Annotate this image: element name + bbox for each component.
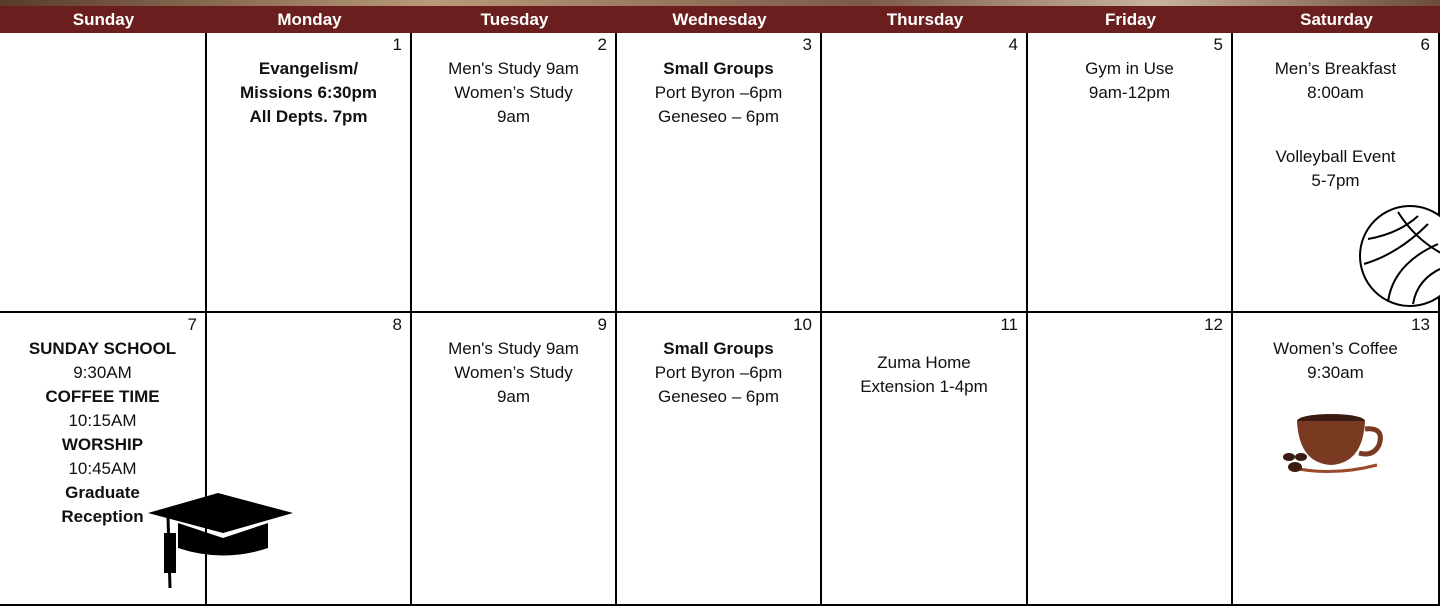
event-line: 9am-12pm [1088,83,1171,102]
day-cell-8[interactable] [207,313,412,606]
day-number: 11 [1000,315,1018,334]
event-title: Graduate [65,483,140,502]
event-line: 5-7pm [1311,171,1360,190]
day-number: 6 [1420,35,1430,54]
day-cell-2[interactable] [412,33,617,313]
day-cell-4[interactable] [822,33,1028,313]
day-header-sunday: Sunday [72,9,135,29]
event-line: Zuma Home [877,353,971,372]
day-cell-9[interactable] [412,313,617,606]
calendar-grid [0,6,1440,606]
event-title: WORSHIP [61,435,144,454]
event-title: COFFEE TIME [45,387,160,406]
day-number: 13 [1411,315,1430,334]
event-line: Women’s Study [454,83,573,102]
event-title: SUNDAY SCHOOL [28,339,177,358]
weekday-header [0,6,1440,33]
event-line: Volleyball Event [1275,147,1396,166]
event-line: All Depts. 7pm [249,107,368,126]
day-number: 4 [1008,35,1018,54]
day-cell-7[interactable] [0,313,207,606]
day-cell-13[interactable] [1233,313,1440,606]
volleyball-icon [1358,204,1440,308]
event-line: 9:30AM [73,363,132,382]
day-number: 5 [1213,35,1223,54]
day-cell-10[interactable] [617,313,822,606]
event-title: Small Groups [663,59,774,78]
day-number: 10 [793,315,812,334]
day-header-monday: Monday [277,9,342,29]
day-cell-11[interactable] [822,313,1028,606]
day-number: 7 [187,315,197,334]
event-title: Small Groups [663,339,774,358]
event-line: Women’s Coffee [1273,339,1398,358]
event-line: Men’s Breakfast [1274,59,1397,78]
event-line: Geneseo – 6pm [658,387,779,406]
event-line: Men's Study 9am [448,339,579,358]
event-line: Missions 6:30pm [240,83,377,102]
day-number: 2 [597,35,607,54]
event-line: Evangelism/ [258,59,359,78]
day-cell-empty [0,33,207,313]
day-header-tuesday: Tuesday [480,9,549,29]
event-line: Women’s Study [454,363,573,382]
day-number: 12 [1204,315,1223,334]
day-cell-6[interactable] [1233,33,1440,313]
day-header-saturday: Saturday [1300,9,1373,29]
event-line: 8:00am [1307,83,1364,102]
day-cell-12[interactable] [1028,313,1233,606]
event-line: Extension 1-4pm [860,377,988,396]
event-line: Port Byron –6pm [654,363,783,382]
day-header-friday: Friday [1104,9,1157,29]
day-number: 9 [597,315,607,334]
event-line: Men's Study 9am [448,59,579,78]
event-line: Geneseo – 6pm [658,107,779,126]
day-header-wednesday: Wednesday [672,9,767,29]
event-line: 10:15AM [68,411,137,430]
event-title: Reception [61,507,144,526]
day-cell-5[interactable] [1028,33,1233,313]
day-number: 3 [802,35,812,54]
event-line: 9am [496,387,531,406]
day-cell-3[interactable] [617,33,822,313]
event-line: 9am [496,107,531,126]
coffee-cup-icon [1281,405,1391,483]
event-line: 10:45AM [68,459,137,478]
event-line: 9:30am [1307,363,1364,382]
day-number: 8 [392,315,402,334]
day-header-thursday: Thursday [886,9,964,29]
event-line: Port Byron –6pm [654,83,783,102]
event-line: Gym in Use [1085,59,1174,78]
day-cell-1[interactable] [207,33,412,313]
day-number: 1 [392,35,402,54]
